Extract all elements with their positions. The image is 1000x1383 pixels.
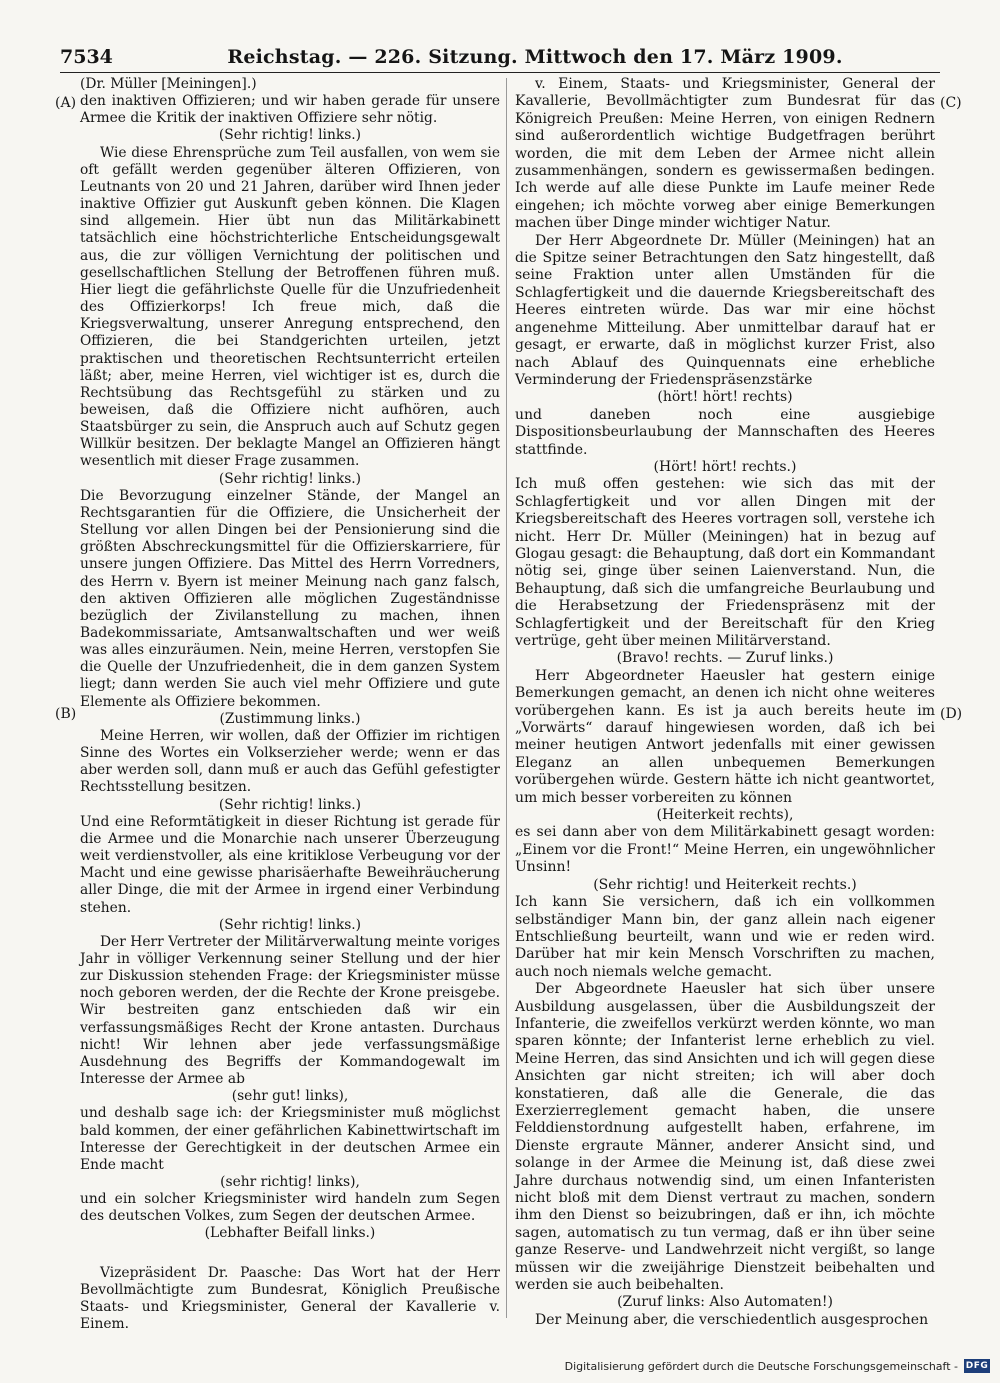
- page-header: [60, 40, 940, 73]
- interjection: (Lebhafter Beifall links.): [204, 1225, 376, 1242]
- paragraph: den inaktiven Offizieren; und wir haben gerade für unsere Armee die Kritik der inaktiven Offiziere sehr nötig.: [80, 93, 500, 127]
- paragraph: Vizepräsident Dr. Paasche: Das Wort hat der Herr Bevollmächtigte zum Bundesrat, Königlich Preußische Staats- und Kriegsminister, General der Kavallerie v. Einem.: [80, 1264, 500, 1333]
- interjection: (Zustimmung links.): [219, 710, 361, 727]
- paragraph: (Dr. Müller [Meiningen].): [80, 76, 257, 92]
- paragraph-gap: [80, 1243, 500, 1265]
- paragraph: Der Meinung aber, die verschiedentlich ausgesprochen: [535, 1311, 929, 1328]
- paragraph: Meine Herren, wir wollen, daß der Offizier im richtigen Sinne des Wortes ein Volkserzieher werde; wenn er das aber werden soll, dann muß er auch das Gefühl gefestigter Rechtsstellung besitzen.: [80, 727, 500, 796]
- running-title: Reichstag. — 226. Sitzung. Mittwoch den 17. März 1909.: [227, 46, 843, 68]
- interjection: (Sehr richtig! links.): [218, 470, 362, 487]
- paragraph: und daneben noch eine ausgiebige Dispositionsbeurlaubung der Mannschaften des Heeres stattfinde.: [515, 406, 935, 458]
- footer-text: Digitalisierung gefördert durch die Deutsche Forschungsgemeinschaft -: [564, 1359, 958, 1373]
- margin-marker-a: (A): [55, 95, 77, 111]
- left-column: [80, 76, 500, 1333]
- paragraph: Die Bevorzugung einzelner Stände, der Mangel an Rechtsgarantien für die Offiziere, die Unsicherheit der Stellung vor allen Dingen bei der Pensionierung sind die größten Abschreckungsmittel für die Offizierskarriere, für unsere jungen Offiziere. Das Mittel des Herrn Vorredners, des Herrn v. Byern ist meiner Meinung nach ganz falsch, den aktiven Offizieren alle möglichen Zugeständnisse bezüglich der Zivilanstellung zu machen, ihnen Badekommissariate, Amtsanwaltschaften und wer weiß was alles einzuräumen. Nein, meine Herren, verstopfen Sie die Quelle der Unzufriedenheit, die in dem ganzen System liegt; dann werden Sie auch viel mehr Offiziere und gute Elemente als Offiziere bekommen.: [80, 487, 500, 710]
- right-column: [515, 76, 935, 1329]
- margin-marker-c: (C): [940, 95, 962, 111]
- interjection: (Zuruf links: Also Automaten!): [617, 1294, 833, 1311]
- interjection: (Sehr richtig! links.): [218, 916, 362, 933]
- margin-marker-d: (D): [940, 706, 963, 722]
- margin-marker-b: (B): [55, 706, 77, 722]
- interjection: (Hört! hört! rechts.): [653, 458, 797, 475]
- interjection: (Bravo! rechts. — Zuruf links.): [616, 650, 834, 667]
- interjection: (sehr richtig! links),: [220, 1174, 360, 1190]
- footer: [560, 1357, 990, 1375]
- paragraph: Der Herr Vertreter der Militärverwaltung meinte voriges Jahr in völliger Verkennung seiner Stellung und der hier zur Diskussion stehenden Frage: der Kriegsminister müsse noch geboren werden, der die Rechte der Krone preisgebe. Wir bestreiten ganz entschieden daß wir ein verfassungsmäßiges Recht der Krone antasten. Durchaus nicht! Wir lehnen aber jede verfassungsmäßige Ausdehnung des Begriffs der Kommandogewalt im Interesse der Armee ab: [80, 933, 500, 1088]
- paragraph: Und eine Reformtätigkeit in dieser Richtung ist gerade für die Armee und die Monarchie nach unserer Überzeugung weit verdienstvoller, als eine kritiklose Verbeugung vor der Macht und eine gewisse pharisäerhafte Beweihräucherung aller Dinge, die mit der Armee in irgend einer Verbindung stehen.: [80, 813, 500, 916]
- paragraph: und deshalb sage ich: der Kriegsminister muß möglichst bald kommen, der einer gefährlichen Kabinettwirtschaft im Interesse der Gerechtigkeit in der deutschen Armee ein Ende macht: [80, 1105, 500, 1173]
- interjection: (sehr gut! links),: [231, 1088, 349, 1105]
- interjection: (Sehr richtig! links.): [218, 127, 362, 144]
- paragraph: und ein solcher Kriegsminister wird handeln zum Segen des deutschen Volkes, zum Segen der deutschen Armee.: [80, 1191, 500, 1225]
- page-number: 7534: [60, 46, 113, 68]
- paragraph: es sei dann aber von dem Militärkabinett gesagt worden: „Einem vor die Front!“ Meine Herren, ein ungewöhnlicher Unsinn!: [515, 824, 935, 876]
- interjection: (Sehr richtig! links.): [218, 796, 362, 813]
- paragraph: Wie diese Ehrensprüche zum Teil ausfallen, von wem sie oft gefällt werden gegenüber älteren Offizieren, von Leutnants von 20 und 21 Jahren, darüber wird Ihnen jeder inaktive Offizier gut Auskunft geben können. Die Klagen sind allgemein. Hier übt nun das Militärkabinett tatsächlich eine höchstrichterliche Entscheidungsgewalt aus, die zur völligen Vernichtung der politischen und gesellschaftlichen Stellung der Betroffenen führen muß. Hier liegt die gefährlichste Quelle für die Unzufriedenheit des Offizierkorps! Ich freue mich, daß die Kriegsverwaltung, unserer Anregung entsprechend, den Offizieren, die bei Standgerichten urteilen, jetzt praktischen und theoretischen Rechtsunterricht erteilen läßt; aber, meine Herren, viel wichtiger ist es, durch die Rechtsübung das Rechtsgefühl zu stärken und zu beweisen, daß die Offiziere nicht aufhören, auch Staatsbürger zu sein, die Anspruch auch auf Schutz gegen Willkür besitzen. Der beklagte Mangel an Offizieren hängt wesentlich mit dieser Frage zusammen.: [80, 144, 500, 470]
- interjection: (Heiterkeit rechts),: [656, 807, 794, 824]
- column-divider: [506, 78, 507, 1318]
- interjection: (hört! hört! rechts): [657, 389, 793, 406]
- paragraph: v. Einem, Staats- und Kriegsminister, General der Kavallerie, Bevollmächtigter zum Bundesrat für das Königreich Preußen: Meine Herren, von einigen Rednern sind außerordentlich wichtige Budgetfragen berührt worden, die mit dem Leben der Armee nicht allein zusammenhängen, sondern es gewissermaßen bedingen. Ich werde auf alle diese Punkte im Laufe meiner Rede eingehen; ich möchte vorweg aber einige Bemerkungen machen über Dinge minder wichtiger Natur.: [515, 76, 935, 232]
- paragraph: Ich muß offen gestehen: wie sich das mit der Schlagfertigkeit und vor allen Dingen mit der Kriegsbereitschaft des Heeres vortragen soll, verstehe ich nicht. Herr Dr. Müller (Meiningen) hat in bezug auf Glogau gesagt: die Behauptung, daß dort ein Kommandant nötig sei, ginge über seinen Laienverstand. Nun, die Behauptung, daß sich die umfangreiche Beurlaubung und die Herabsetzung der Friedenspräsenz mit der Schlagfertigkeit und der Bereitschaft für den Krieg vertrüge, geht über meinen Militärverstand.: [515, 476, 935, 649]
- paragraph: Ich kann Sie versichern, daß ich ein vollkommen selbständiger Mann bin, der ganz allein nach eigener Entschließung beurteilt, wann und wie er reden wird. Darüber hat mir kein Mensch Vorschriften zu machen, auch noch niemals welche gemacht.: [515, 894, 935, 980]
- interjection: (Sehr richtig! und Heiterkeit rechts.): [593, 876, 857, 893]
- paragraph: Der Herr Abgeordnete Dr. Müller (Meiningen) hat an die Spitze seiner Betrachtungen den Satz hingestellt, daß seine Fraktion unter allen Umständen für die Schlagfertigkeit und die dauernde Kriegsbereitschaft des Heeres eintreten würde. Das war mir eine höchst angenehme Mitteilung. Aber unmittelbar darauf hat er gesagt, er erwarte, daß in möglichst kurzer Frist, also nach Ablauf des Quinquennats eine erhebliche Verminderung der Friedenspräsenzstärke: [515, 232, 935, 388]
- dfg-logo: DFG: [965, 1361, 989, 1371]
- paragraph: Herr Abgeordneter Haeusler hat gestern einige Bemerkungen gemacht, an denen ich nicht ohne weiteres vorübergehen kann. Es ist ja auch bereits heute im „Vorwärts“ darauf hingewiesen worden, daß ich bei meiner heutigen Antwort jedenfalls mit einer gewissen Eleganz an allen unbequemen Bemerkungen vorübergehen würde. Gestern hätte ich nicht geantwortet, um mich besser vorbereiten zu können: [515, 667, 935, 806]
- paragraph: Der Abgeordnete Haeusler hat sich über unsere Ausbildung ausgelassen, über die Ausbildungszeit der Infanterie, die zweifellos verkürzt werden könnte, wo man sparen könnte; der Infanterist lerne erheblich zu viel. Meine Herren, das sind Ansichten und ich will gegen diese Ansichten gar nicht streiten; ich will aber doch konstatieren, daß alle die Generale, die das Exerzierreglement gemacht haben, die unsere Felddienstordnung aufgestellt haben, erfahrene, im Dienste ergraute Männer, anderer Ansicht sind, und solange in der Armee die Meinung ist, daß diese zwei Jahre durchaus notwendig sind, um einen Infanteristen nicht bloß mit dem Dienst vertraut zu machen, sondern ihm den Dienst so beizubringen, daß er ihn, ich möchte sagen, automatisch zu tun vermag, daß er ihn über seine ganze Reserve- und Landwehrzeit nicht vergißt, so lange müssen wir die zweijährige Dienstzeit beibehalten und werden sie auch beibehalten.: [515, 981, 935, 1294]
